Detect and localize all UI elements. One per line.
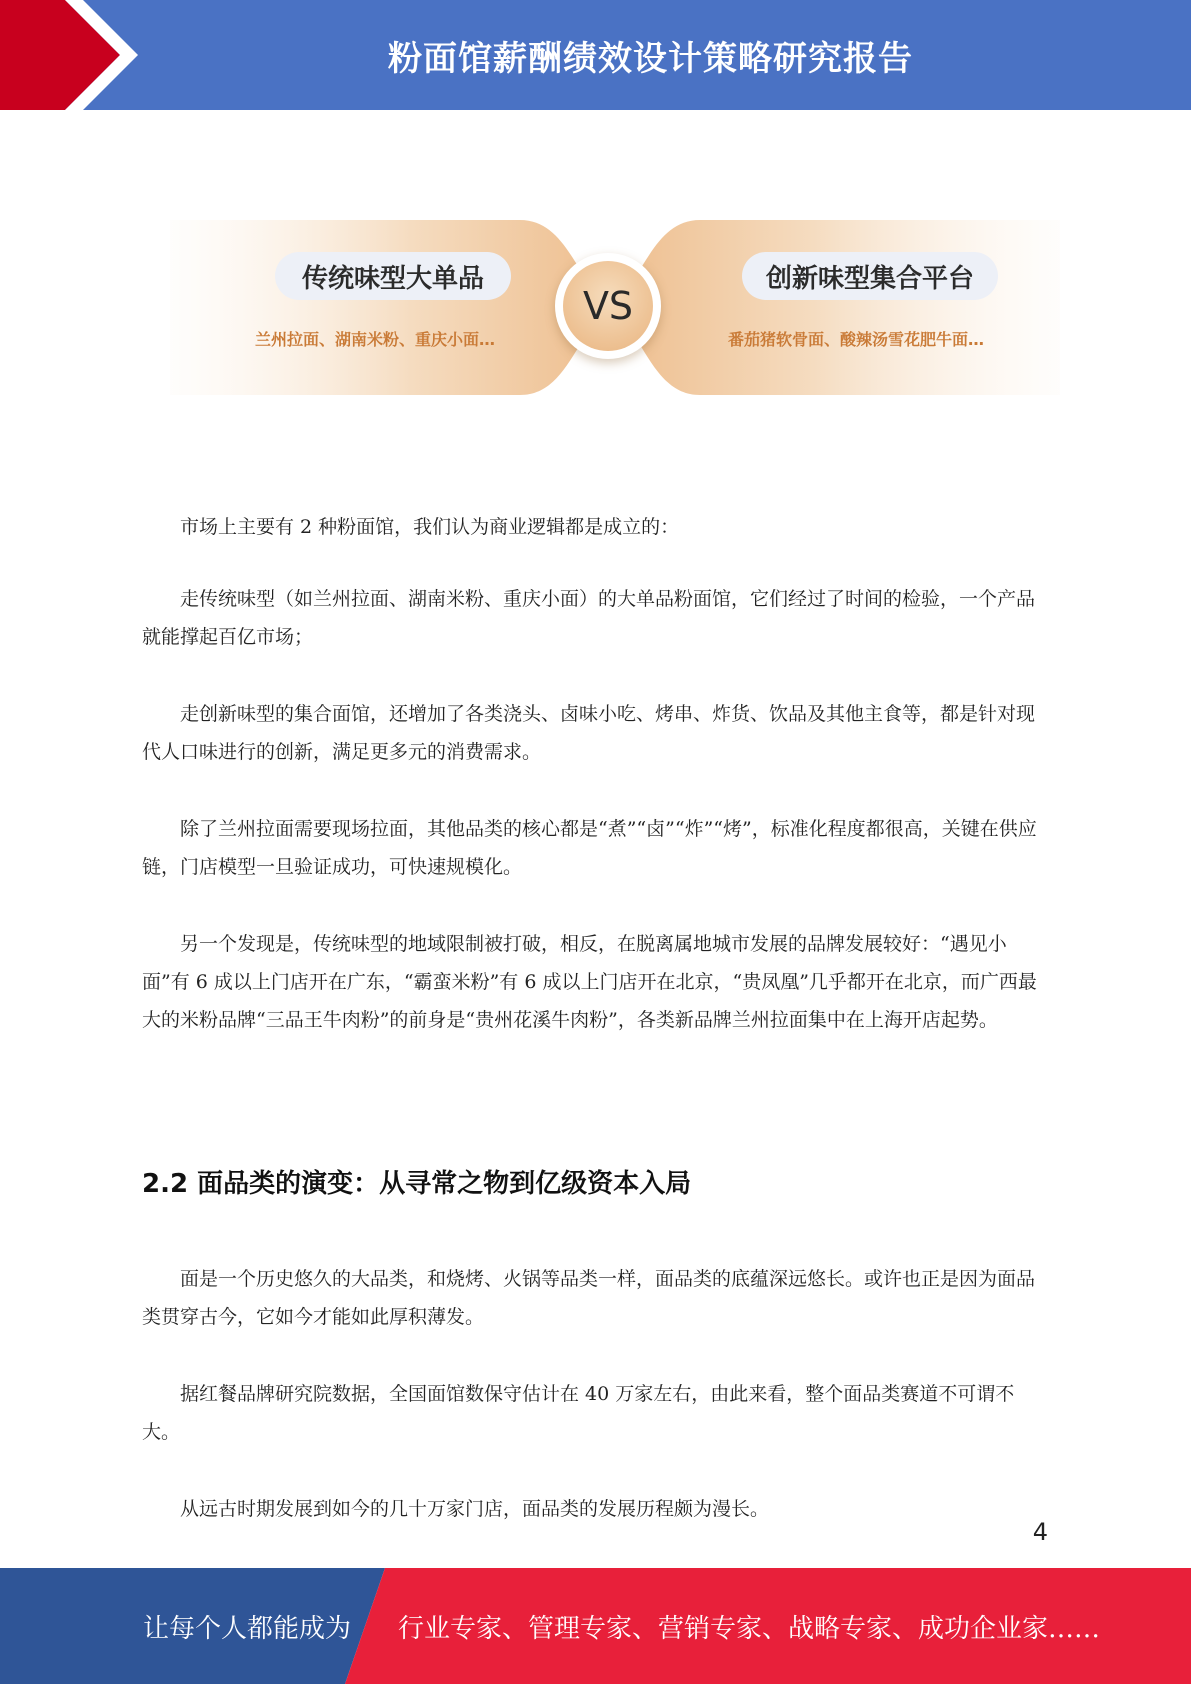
page-header: [0, 0, 1191, 110]
paragraph: 走传统味型（如兰州拉面、湖南米粉、重庆小面）的大单品粉面馆，它们经过了时间的检验，一个产品就能撑起百亿市场；: [142, 588, 1036, 648]
vs-badge: [555, 253, 661, 359]
paragraph: 走创新味型的集合面馆，还增加了各类浇头、卤味小吃、烤串、炸货、饮品及其他主食等，都是针对现代人口味进行的创新，满足更多元的消费需求。: [142, 703, 1036, 763]
paragraph: 除了兰州拉面需要现场拉面，其他品类的核心都是“煮”“卤”“炸”“烤”，标准化程度都很高，关键在供应链，门店模型一旦验证成功，可快速规模化。: [142, 818, 1037, 878]
section-heading: 2.2 面品类的演变：从寻常之物到亿级资本入局: [142, 1169, 692, 1199]
page-footer: [0, 1568, 1191, 1684]
paragraph: 另一个发现是，传统味型的地域限制被打破，相反，在脱离属地城市发展的品牌发展较好：“遇见小面”有 6 成以上门店开在广东，“霸蛮米粉”有 6 成以上门店开在北京，“贵凤凰”几乎都开在北京，而广西最大的米粉品牌“三品王牛肉粉”的前身是“贵州花溪牛肉粉”，各类新品牌兰州拉面集中在上海开店起势。: [142, 933, 1037, 1031]
header-red-arrow: [0, 0, 150, 110]
paragraph: 市场上主要有 2 种粉面馆，我们认为商业逻辑都是成立的：: [180, 516, 680, 538]
comparison-banner: [170, 215, 1060, 400]
report-title: 粉面馆薪酬绩效设计策略研究报告: [388, 38, 913, 79]
paragraph: 据红餐品牌研究院数据，全国面馆数保守估计在 40 万家左右，由此来看，整个面品类赛道不可谓不大。: [142, 1383, 1015, 1443]
paragraph: 面是一个历史悠久的大品类，和烧烤、火锅等品类一样，面品类的底蕴深远悠长。或许也正是因为面品类贯穿古今，它如今才能如此厚积薄发。: [142, 1268, 1036, 1328]
paragraph: 从远古时期发展到如今的几十万家门店，面品类的发展历程颇为漫长。: [180, 1498, 770, 1520]
page-number: 4: [1032, 1518, 1048, 1546]
traditional-flavor-examples: 兰州拉面、湖南米粉、重庆小面…: [255, 330, 496, 349]
footer-slogan-left: 让每个人都能成为: [143, 1613, 352, 1644]
vs-label: VS: [563, 261, 653, 351]
footer-slogan-right: 行业专家、管理专家、营销专家、战略专家、成功企业家……: [398, 1613, 1101, 1644]
traditional-flavor-label: 传统味型大单品: [275, 252, 511, 300]
innovative-flavor-label: 创新味型集合平台: [742, 252, 998, 300]
innovative-flavor-examples: 番茄猪软骨面、酸辣汤雪花肥牛面…: [728, 330, 985, 349]
